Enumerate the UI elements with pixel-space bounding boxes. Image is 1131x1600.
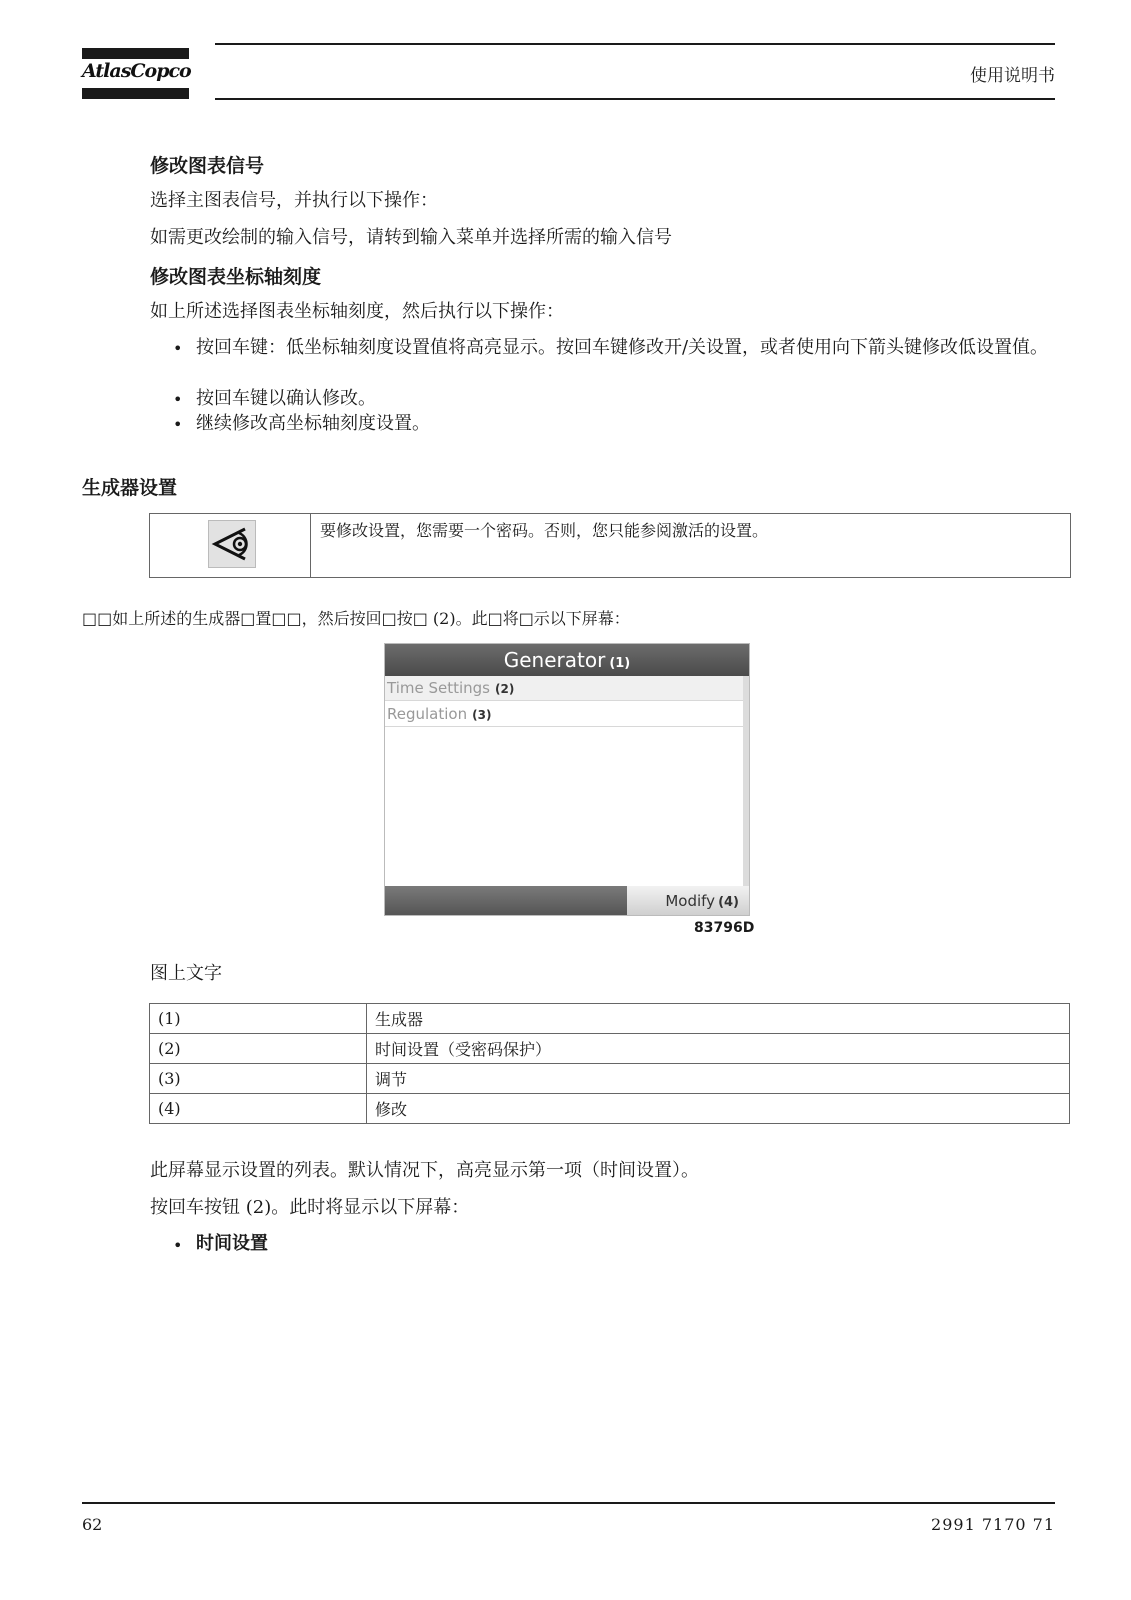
bullet-dot: • <box>173 415 183 434</box>
callout-number: (1) <box>609 656 631 671</box>
footer-rule <box>82 1502 1055 1504</box>
note-text: 要修改设置，您需要一个密码。否则，您只能参阅激活的设置。 <box>320 521 769 540</box>
page-number: 62 <box>82 1515 103 1534</box>
list-item: 按回车键：低坐标轴刻度设置值将高亮显示。按回车键修改开/关设置，或者使用向下箭头键修改低设置值。 <box>196 337 1049 358</box>
menu-item-label: Regulation <box>387 705 468 723</box>
menu-item-label: Time Settings <box>387 679 491 697</box>
logo-bar-bottom <box>82 88 189 99</box>
table-row <box>150 1004 1070 1034</box>
list-item: 继续修改高坐标轴刻度设置。 <box>196 413 430 434</box>
document-number: 2991 7170 71 <box>931 1515 1055 1534</box>
header-rule-top <box>215 43 1055 45</box>
legend-value: 生成器 <box>367 1004 1070 1034</box>
generator-intro: □□如上所述的生成器□置□□，然后按回□按□ (2)。此□将□示以下屏幕： <box>82 609 630 628</box>
legend-value: 修改 <box>367 1094 1070 1124</box>
legend-table <box>149 1003 1070 1124</box>
legend-key: (4) <box>150 1094 367 1124</box>
callout-number: (2) <box>495 682 515 696</box>
modify-button[interactable] <box>627 886 749 915</box>
header-title: 使用说明书 <box>970 66 1055 86</box>
bullet-dot: • <box>173 390 183 409</box>
softkey-left[interactable] <box>385 886 627 915</box>
legend-value: 时间设置（受密码保护） <box>367 1034 1070 1064</box>
paragraph: 选择主图表信号，并执行以下操作： <box>150 190 438 211</box>
eye-icon <box>208 520 256 568</box>
paragraph: 此屏幕显示设置的列表。默认情况下，高亮显示第一项（时间设置）。 <box>150 1160 699 1181</box>
list-item: 按回车键以确认修改。 <box>196 388 376 409</box>
heading-modify-signal: 修改图表信号 <box>150 155 265 177</box>
header-rule-bottom <box>215 98 1055 100</box>
bullet-dot: • <box>173 1236 183 1255</box>
menu-item-regulation[interactable] <box>385 702 743 727</box>
legend-key: (1) <box>150 1004 367 1034</box>
controller-screen <box>384 643 750 916</box>
callout-number: (3) <box>472 708 492 722</box>
menu-item-time-settings[interactable] <box>385 676 743 701</box>
screen-title-label: Generator <box>503 648 606 672</box>
paragraph: 如需更改绘制的输入信号，请转到输入菜单并选择所需的输入信号 <box>150 227 672 248</box>
table-row <box>150 1094 1070 1124</box>
list-item-time-settings: 时间设置 <box>196 1233 268 1254</box>
figure-id: 83796D <box>694 920 755 936</box>
heading-generator: 生成器设置 <box>82 477 178 499</box>
legend-value: 调节 <box>367 1064 1070 1094</box>
screen-title <box>385 644 749 676</box>
heading-modify-scale: 修改图表坐标轴刻度 <box>150 266 322 288</box>
legend-key: (2) <box>150 1034 367 1064</box>
note-divider <box>310 513 311 578</box>
legend-caption: 图上文字 <box>150 963 222 984</box>
paragraph: 按回车按钮 (2)。此时将显示以下屏幕： <box>150 1197 470 1218</box>
logo-text: AtlasCopco <box>82 60 191 82</box>
legend-key: (3) <box>150 1064 367 1094</box>
callout-number: (4) <box>718 895 739 910</box>
paragraph: 如上所述选择图表坐标轴刻度，然后执行以下操作： <box>150 301 564 322</box>
table-row <box>150 1034 1070 1064</box>
table-row <box>150 1064 1070 1094</box>
scrollbar[interactable] <box>743 676 749 887</box>
bullet-dot: • <box>173 339 183 358</box>
modify-button-label: Modify <box>665 892 716 910</box>
